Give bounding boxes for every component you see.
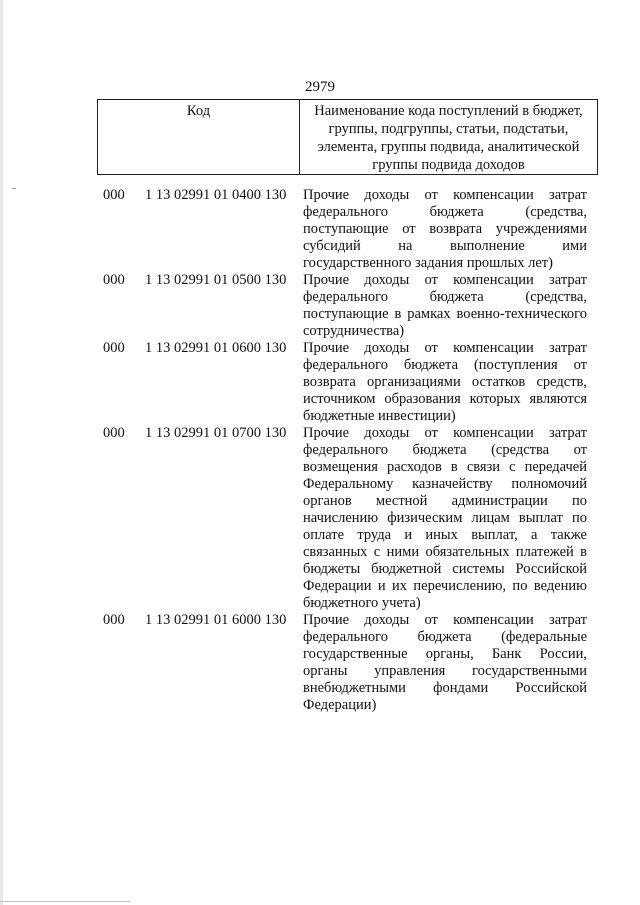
income-name-line: источником образования которых являются [303, 391, 587, 407]
income-code: 1 13 02991 01 0500 130 [145, 272, 287, 288]
admin-code: 000 [103, 272, 125, 288]
income-name-line: государственные органы, Банк России, [303, 646, 587, 662]
income-name [303, 187, 587, 272]
income-name-line: возврата организациями остатков средств, [303, 374, 587, 390]
income-name-line: Федерации и их перечислению, по ведению [303, 578, 587, 594]
table-row [103, 425, 597, 612]
admin-code: 000 [103, 425, 125, 441]
income-name-line: Прочие доходы от компенсации затрат [303, 272, 587, 288]
income-name-line: Федерации) [303, 697, 377, 713]
header-name-line: группы, подгруппы, статьи, подстатьи, [328, 121, 569, 137]
income-name-line: возмещения расходов в связи с передачей [303, 459, 587, 475]
income-code: 1 13 02991 01 0700 130 [145, 425, 287, 441]
header-code-cell: Код [98, 100, 300, 175]
income-name-line: федерального бюджета (поступления от [303, 357, 587, 373]
income-name-line: федерального бюджета (средства, [303, 204, 587, 220]
margin-mark [12, 188, 16, 189]
income-name-line: федерального бюджета (средства, [303, 289, 587, 305]
income-name-line: поступающие в рамках военно-технического [303, 306, 587, 322]
income-name-line: субсидий на выполнение ими [303, 238, 587, 254]
income-name-line: бюджетного учета) [303, 595, 421, 611]
income-name-line: федерального бюджета (средства от [303, 442, 587, 458]
scan-edge [0, 0, 3, 905]
income-name-line: Прочие доходы от компенсации затрат [303, 425, 587, 441]
income-name-line: Федеральному казначейству полномочий [303, 476, 587, 492]
income-name-line: Прочие доходы от компенсации затрат [303, 612, 587, 628]
income-name-line: органы управления государственными [303, 663, 587, 679]
income-name-line: Прочие доходы от компенсации затрат [303, 340, 587, 356]
income-name-line: государственного задания прошлых лет) [303, 255, 553, 271]
bottom-mark [0, 901, 130, 902]
income-name-line: оплате труда и иных выплат, а также [303, 527, 587, 543]
table-row [103, 187, 597, 272]
income-name-line: поступающие от возврата учреждениями [303, 221, 587, 237]
income-name-line: связанных с ними обязательных платежей в [303, 544, 587, 560]
income-code: 1 13 02991 01 6000 130 [145, 612, 287, 628]
income-name-line: сотрудничества) [303, 323, 405, 339]
income-name-line: бюджеты бюджетной системы Российской [303, 561, 587, 577]
income-name-line: внебюджетными фондами Российской [303, 680, 587, 696]
income-name [303, 340, 587, 425]
table-row [103, 272, 597, 340]
income-name-line: федерального бюджета (федеральные [303, 629, 587, 645]
admin-code: 000 [103, 612, 125, 628]
income-code: 1 13 02991 01 0600 130 [145, 340, 287, 356]
header-name-line: группы подвида доходов [372, 157, 525, 173]
income-name-line: органов местной администрации по [303, 493, 587, 509]
header-name-line: элемента, группы подвида, аналитической [317, 139, 580, 155]
header-table [97, 99, 598, 175]
header-name-line: Наименование кода поступлений в бюджет, [314, 103, 583, 119]
admin-code: 000 [103, 340, 125, 356]
income-name [303, 272, 587, 340]
income-name-line: Прочие доходы от компенсации затрат [303, 187, 587, 203]
table-row [103, 612, 597, 714]
page-number: 2979 [305, 79, 335, 95]
header-name-cell [300, 100, 598, 175]
income-name [303, 612, 587, 714]
income-codes-list [103, 187, 597, 714]
income-name-line: бюджетные инвестиции) [303, 408, 456, 424]
admin-code: 000 [103, 187, 125, 203]
income-name-line: начислению физическим лицам выплат по [303, 510, 587, 526]
income-code: 1 13 02991 01 0400 130 [145, 187, 287, 203]
income-name [303, 425, 587, 612]
table-row [103, 340, 597, 425]
